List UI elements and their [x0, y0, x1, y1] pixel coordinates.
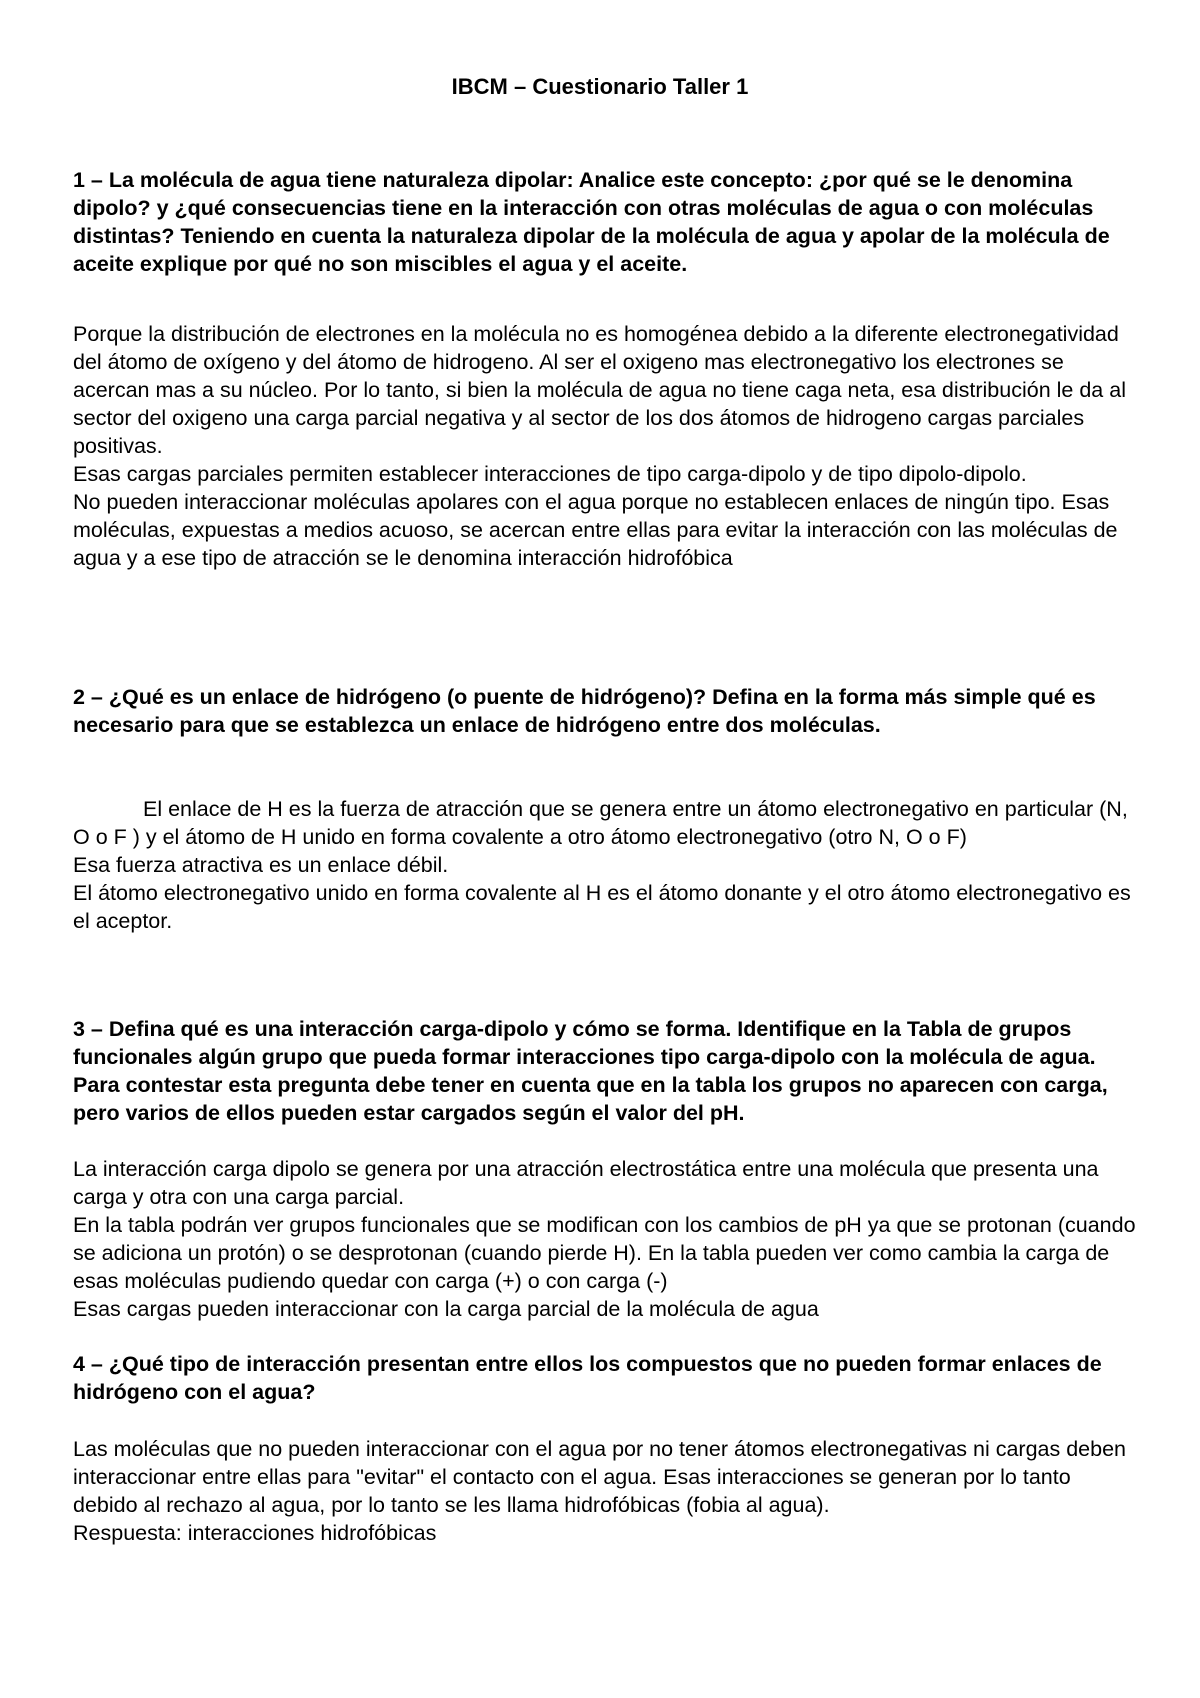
- answer-3-paragraph-1: La interacción carga dipolo se genera por una atracción electrostática entre una molécula que presenta una carga y otra con una carga parcial.: [73, 1157, 1099, 1209]
- answer-1-paragraph-1: Porque la distribución de electrones en la molécula no es homogénea debido a la diferente electronegatividad del átomo de oxígeno y del átomo de hidrogeno. Al ser el oxigeno mas electronegativo los electrones se acercan mas a su núcleo. Por lo tanto, si bien la molécula de agua no tiene caga neta, esa distribución le da al sector del oxigeno una carga parcial negativa y al sector de los dos átomos de hidrogeno cargas parciales positivas.: [73, 322, 1126, 458]
- question-4-text: 4 – ¿Qué tipo de interacción presentan entre ellos los compuestos que no pueden formar enlaces de hidrógeno con el agua?: [73, 1352, 1102, 1404]
- question-4: [73, 1350, 1141, 1406]
- answer-4-paragraph-1: Las moléculas que no pueden interaccionar con el agua por no tener átomos electronegativas ni cargas deben interaccionar entre ellas para "evitar" el contacto con el agua. Esas interacciones se generan por lo tanto debido al rechazo al agua, por lo tanto se les llama hidrofóbicas (fobia al agua).: [73, 1437, 1126, 1517]
- answer-3: [73, 1155, 1141, 1323]
- answer-1-paragraph-2: Esas cargas parciales permiten establecer interacciones de tipo carga-dipolo y de tipo dipolo-dipolo.: [73, 462, 1027, 486]
- question-3-text: 3 – Defina qué es una interacción carga-dipolo y cómo se forma. Identifique en la Tabla de grupos funcionales algún grupo que pueda formar interacciones tipo carga-dipolo con la molécula de agua. Para contestar esta pregunta debe tener en cuenta que en la tabla los grupos no aparecen con carga, pero varios de ellos pueden estar cargados según el valor del pH.: [73, 1017, 1108, 1125]
- answer-2-paragraph-3: El átomo electronegativo unido en forma covalente al H es el átomo donante y el otro átomo electronegativo es el aceptor.: [73, 881, 1131, 933]
- question-2-text: 2 – ¿Qué es un enlace de hidrógeno (o puente de hidrógeno)? Defina en la forma más simple qué es necesario para que se establezca un enlace de hidrógeno entre dos moléculas.: [73, 685, 1096, 737]
- answer-4: [73, 1435, 1141, 1547]
- question-1-text: 1 – La molécula de agua tiene naturaleza dipolar: Analice este concepto: ¿por qué se le denomina dipolo? y ¿qué consecuencias tiene en la interacción con otras moléculas de agua o con moléculas distintas? Teniendo en cuenta la naturaleza dipolar de la molécula de agua y apolar de la molécula de aceite explique por qué no son miscibles el agua y el aceite.: [73, 168, 1110, 276]
- answer-3-paragraph-3: Esas cargas pueden interaccionar con la carga parcial de la molécula de agua: [73, 1297, 819, 1321]
- question-3: [73, 1015, 1141, 1127]
- answer-4-paragraph-2: Respuesta: interacciones hidrofóbicas: [73, 1521, 437, 1545]
- question-2: [73, 683, 1141, 739]
- answer-3-paragraph-2: En la tabla podrán ver grupos funcionales que se modifican con los cambios de pH ya que se protonan (cuando se adiciona un protón) o se desprotonan (cuando pierde H). En la tabla pueden ver como cambia la carga de esas moléculas pudiendo quedar con carga (+) o con carga (-): [73, 1213, 1136, 1293]
- document-title: IBCM – Cuestionario Taller 1: [451, 74, 749, 99]
- answer-1: [73, 320, 1141, 572]
- answer-1-paragraph-3: No pueden interaccionar moléculas apolares con el agua porque no establecen enlaces de ningún tipo. Esas moléculas, expuestas a medios acuoso, se acercan entre ellas para evitar la interacción con las moléculas de agua y a ese tipo de atracción se le denomina interacción hidrofóbica: [73, 490, 1118, 570]
- answer-2: [73, 795, 1141, 935]
- question-1: [73, 166, 1141, 278]
- answer-2-paragraph-1: El enlace de H es la fuerza de atracción que se genera entre un átomo electronegativo en particular (N, O o F ) y el átomo de H unido en forma covalente a otro átomo electronegativo (otro N, O o F): [73, 797, 1128, 849]
- answer-2-paragraph-2: Esa fuerza atractiva es un enlace débil.: [73, 853, 449, 877]
